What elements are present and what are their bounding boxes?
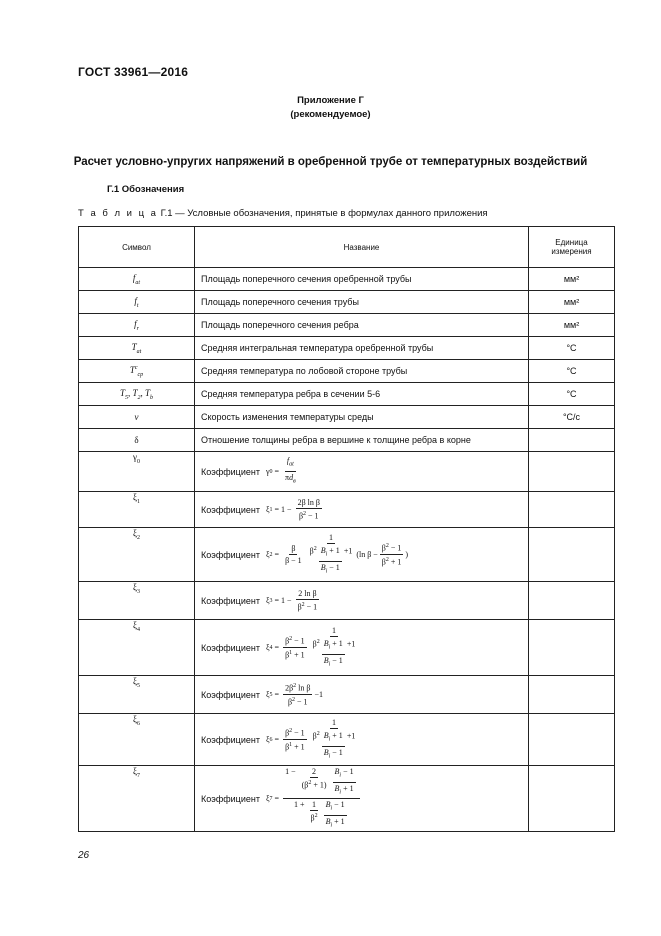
page-number: 26 — [78, 850, 90, 861]
coefficient-label: Коэффициент — [201, 642, 260, 653]
table-caption-text: Г.1 — Условные обозначения, принятые в формулах данного приложения — [157, 208, 488, 219]
name-cell — [195, 676, 529, 714]
coefficient-label: Коэффициент — [201, 734, 260, 745]
symbol-cell: $T_{at}$ — [79, 337, 195, 360]
formula-gamma0: γ 0 = $\frac{f_{at}}{\pi d_в}$ — [265, 456, 296, 485]
symbol-cell: $T_5$, $T_2$, $T_b$ — [79, 383, 195, 406]
symbol-cell: $\gamma_0$ — [79, 452, 195, 492]
symbol-cell: $T^c_{cp}$ — [79, 360, 195, 383]
name-cell — [195, 452, 529, 492]
header-unit: Единица измерения — [529, 227, 615, 268]
unit-cell: мм² — [529, 268, 615, 291]
table-header-row — [79, 227, 615, 268]
formula-xi4: ξ 4 = $\frac{\beta^2 - 1}{\beta^1 + 1}$ 1 $\beta^2$ $\frac{B_i + 1}{B_i - 1}$ +1 — [265, 625, 356, 668]
table-row — [79, 676, 615, 714]
unit-cell — [529, 766, 615, 832]
document-title: Расчет условно-упругих напряжений в оребренной трубе от температурных воздействий — [73, 156, 588, 168]
name-cell — [195, 582, 529, 620]
table-row — [79, 429, 615, 452]
table-row — [79, 714, 615, 766]
header-name: Название — [195, 227, 529, 268]
symbol-cell: $\xi_7$ — [79, 766, 195, 832]
name-cell: Средняя температура ребра в сечении 5-6 — [195, 383, 529, 406]
unit-cell: °С/с — [529, 406, 615, 429]
table-row — [79, 620, 615, 676]
unit-cell — [529, 676, 615, 714]
annex-status: (рекомендуемое) — [290, 109, 371, 120]
table-row — [79, 360, 615, 383]
symbol-cell: $\xi_2$ — [79, 528, 195, 582]
symbol-cell: $f_{at}$ — [79, 268, 195, 291]
table-row — [79, 268, 615, 291]
name-cell: Площадь поперечного сечения ребра — [195, 314, 529, 337]
header-symbol: Символ — [79, 227, 195, 268]
name-cell: Средняя интегральная температура оребренной трубы — [195, 337, 529, 360]
table-row — [79, 337, 615, 360]
name-cell: Площадь поперечного сечения трубы — [195, 291, 529, 314]
table-row — [79, 766, 615, 832]
unit-cell — [529, 452, 615, 492]
name-cell: Скорость изменения температуры среды — [195, 406, 529, 429]
symbol-cell: $\xi_5$ — [79, 676, 195, 714]
name-cell — [195, 714, 529, 766]
table-row — [79, 406, 615, 429]
name-cell — [195, 492, 529, 528]
name-cell: Отношение толщины ребра в вершине к толщине ребра в корне — [195, 429, 529, 452]
name-cell — [195, 528, 529, 582]
symbol-cell: v — [79, 406, 195, 429]
coefficient-label: Коэффициент — [201, 466, 260, 477]
formula-xi1: ξ 1 = 1 − $\frac{\text{2β ln β}}{\beta^2 - 1}$ — [265, 498, 320, 521]
table-row — [79, 314, 615, 337]
unit-cell — [529, 620, 615, 676]
table-row — [79, 492, 615, 528]
symbol-cell: $\xi_3$ — [79, 582, 195, 620]
coefficient-label: Коэффициент — [201, 793, 260, 804]
document-code: ГОСТ 33961—2016 — [78, 65, 189, 79]
coefficient-label: Коэффициент — [201, 689, 260, 700]
unit-cell — [529, 528, 615, 582]
name-cell — [195, 766, 529, 832]
unit-cell — [529, 429, 615, 452]
unit-cell — [529, 582, 615, 620]
table-row — [79, 452, 615, 492]
formula-xi7: ξ 7 = 1 − $\frac{2}{(\beta^2 + 1)}$ $\frac{B_i - 1}{B_i + 1}$ 1 + $\frac{1}{\beta^2}$ $\frac{B_i - 1}{B_i + 1}$ — [266, 766, 362, 831]
unit-cell: °С — [529, 337, 615, 360]
coefficient-label: Коэффициент — [201, 549, 260, 560]
table-caption — [78, 208, 488, 219]
table-row — [79, 528, 615, 582]
symbols-table — [78, 226, 615, 832]
section-heading: Г.1 Обозначения — [107, 184, 185, 195]
symbol-cell: $\xi_1$ — [79, 492, 195, 528]
annex-title: Приложение Г — [297, 95, 364, 106]
symbol-cell: $f_r$ — [79, 314, 195, 337]
symbol-cell: $\xi_6$ — [79, 714, 195, 766]
table-row — [79, 291, 615, 314]
formula-xi2: ξ 2 = $\frac{\beta}{\beta - 1}$ 1 $\beta^2$ $\frac{B_i + 1}{B_i - 1}$ +1 (ln β − $\frac{\beta^2 - 1}{\beta^2 + 1}$ ) — [265, 532, 409, 575]
unit-cell: °С — [529, 383, 615, 406]
table-row — [79, 582, 615, 620]
unit-cell — [529, 714, 615, 766]
unit-cell — [529, 492, 615, 528]
formula-xi6: ξ 6 = $\frac{\beta^2 - 1}{\beta^1 + 1}$ 1 $\beta^2$ $\frac{B_i + 1}{B_i - 1}$ +1 — [265, 717, 356, 760]
formula-xi3: ξ 3 = 1 − $\frac{\text{2 ln β}}{\beta^2 - 1}$ — [265, 589, 318, 612]
symbol-cell: δ — [79, 429, 195, 452]
symbol-cell: $f_t$ — [79, 291, 195, 314]
coefficient-label: Коэффициент — [201, 595, 260, 606]
symbol-cell: $\xi_4$ — [79, 620, 195, 676]
coefficient-label: Коэффициент — [201, 504, 260, 515]
formula-xi5: ξ 5 = $\frac{2\beta^2 \ln \beta}{\beta^2 - 1}$ −1 — [265, 683, 323, 707]
table-caption-label: Т а б л и ц а — [78, 208, 158, 219]
table-row — [79, 383, 615, 406]
name-cell: Площадь поперечного сечения оребренной трубы — [195, 268, 529, 291]
unit-cell: мм² — [529, 314, 615, 337]
name-cell: Средняя температура по лобовой стороне трубы — [195, 360, 529, 383]
unit-cell: мм² — [529, 291, 615, 314]
unit-cell: °С — [529, 360, 615, 383]
name-cell — [195, 620, 529, 676]
